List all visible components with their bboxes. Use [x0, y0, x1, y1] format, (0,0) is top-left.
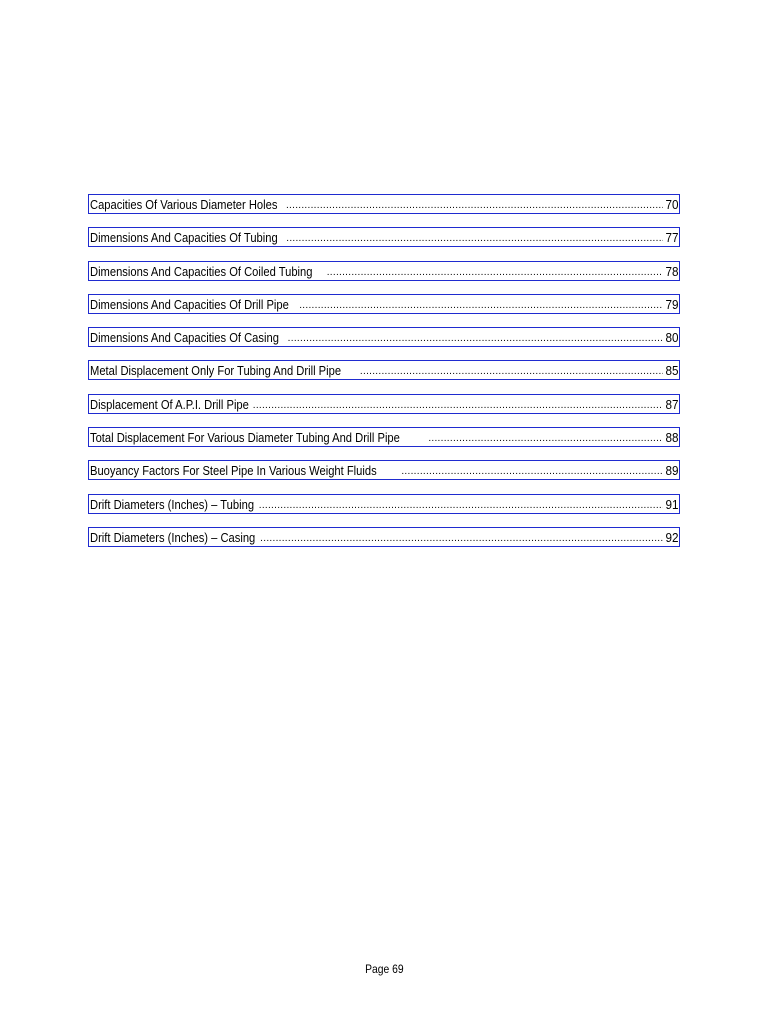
toc-dot-leader [297, 299, 662, 313]
toc-entry-title: Buoyancy Factors For Steel Pipe In Various Weight Fluids [90, 463, 377, 479]
toc-entry-drift-casing[interactable] [88, 527, 680, 547]
toc-entry-total-displacement[interactable] [88, 427, 680, 447]
toc-dot-leader [284, 232, 662, 246]
toc-entry-page-number: 70 [664, 197, 678, 212]
toc-entry-tubing[interactable] [88, 227, 680, 247]
toc-entry-page-number: 79 [664, 296, 678, 312]
toc-entry-page-number: 77 [664, 230, 678, 246]
toc-dot-leader [284, 199, 663, 213]
toc-entry-title: Dimensions And Capacities Of Casing [90, 330, 279, 346]
toc-entry-page-number: 89 [664, 463, 678, 479]
toc-entry-title: Dimensions And Capacities Of Tubing [90, 230, 278, 246]
toc-dot-leader [426, 432, 662, 446]
table-of-contents [88, 194, 680, 560]
toc-entry-page-number: 92 [664, 529, 678, 545]
toc-entry-page-number: 88 [664, 430, 678, 446]
toc-entry-capacities-holes[interactable] [88, 194, 680, 214]
toc-entry-api-drill-pipe[interactable] [88, 394, 680, 414]
toc-entry-page-number: 80 [664, 330, 678, 346]
toc-entry-page-number: 85 [664, 363, 678, 379]
toc-entry-drill-pipe[interactable] [88, 294, 680, 314]
toc-dot-leader [286, 332, 663, 346]
toc-entry-title: Dimensions And Capacities Of Coiled Tubing [90, 263, 313, 279]
toc-entry-title: Drift Diameters (Inches) – Tubing [90, 496, 255, 512]
toc-dot-leader [251, 399, 663, 413]
toc-entry-title: Capacities Of Various Diameter Holes [90, 197, 278, 212]
toc-dot-leader [325, 266, 663, 280]
toc-dot-leader [358, 365, 663, 379]
toc-entry-page-number: 91 [664, 496, 678, 512]
toc-entry-title: Displacement Of A.P.I. Drill Pipe [90, 396, 249, 412]
toc-entry-page-number: 78 [664, 263, 678, 279]
toc-entry-drift-tubing[interactable] [88, 494, 680, 514]
toc-entry-title: Drift Diameters (Inches) – Casing [90, 529, 256, 545]
toc-dot-leader [399, 465, 662, 479]
toc-dot-leader [257, 499, 663, 513]
toc-entry-buoyancy-factors[interactable] [88, 460, 680, 480]
toc-entry-coiled-tubing[interactable] [88, 261, 680, 281]
toc-entry-metal-displacement[interactable] [88, 360, 680, 380]
toc-entry-title: Dimensions And Capacities Of Drill Pipe [90, 296, 289, 312]
page-footer [0, 962, 768, 976]
toc-entry-casing[interactable] [88, 327, 680, 347]
page-number-label: Page 69 [364, 962, 404, 976]
toc-entry-title: Metal Displacement Only For Tubing And Drill Pipe [90, 363, 342, 379]
toc-entry-page-number: 87 [664, 396, 678, 412]
toc-dot-leader [258, 532, 662, 546]
toc-entry-title: Total Displacement For Various Diameter Tubing And Drill Pipe [90, 430, 400, 446]
